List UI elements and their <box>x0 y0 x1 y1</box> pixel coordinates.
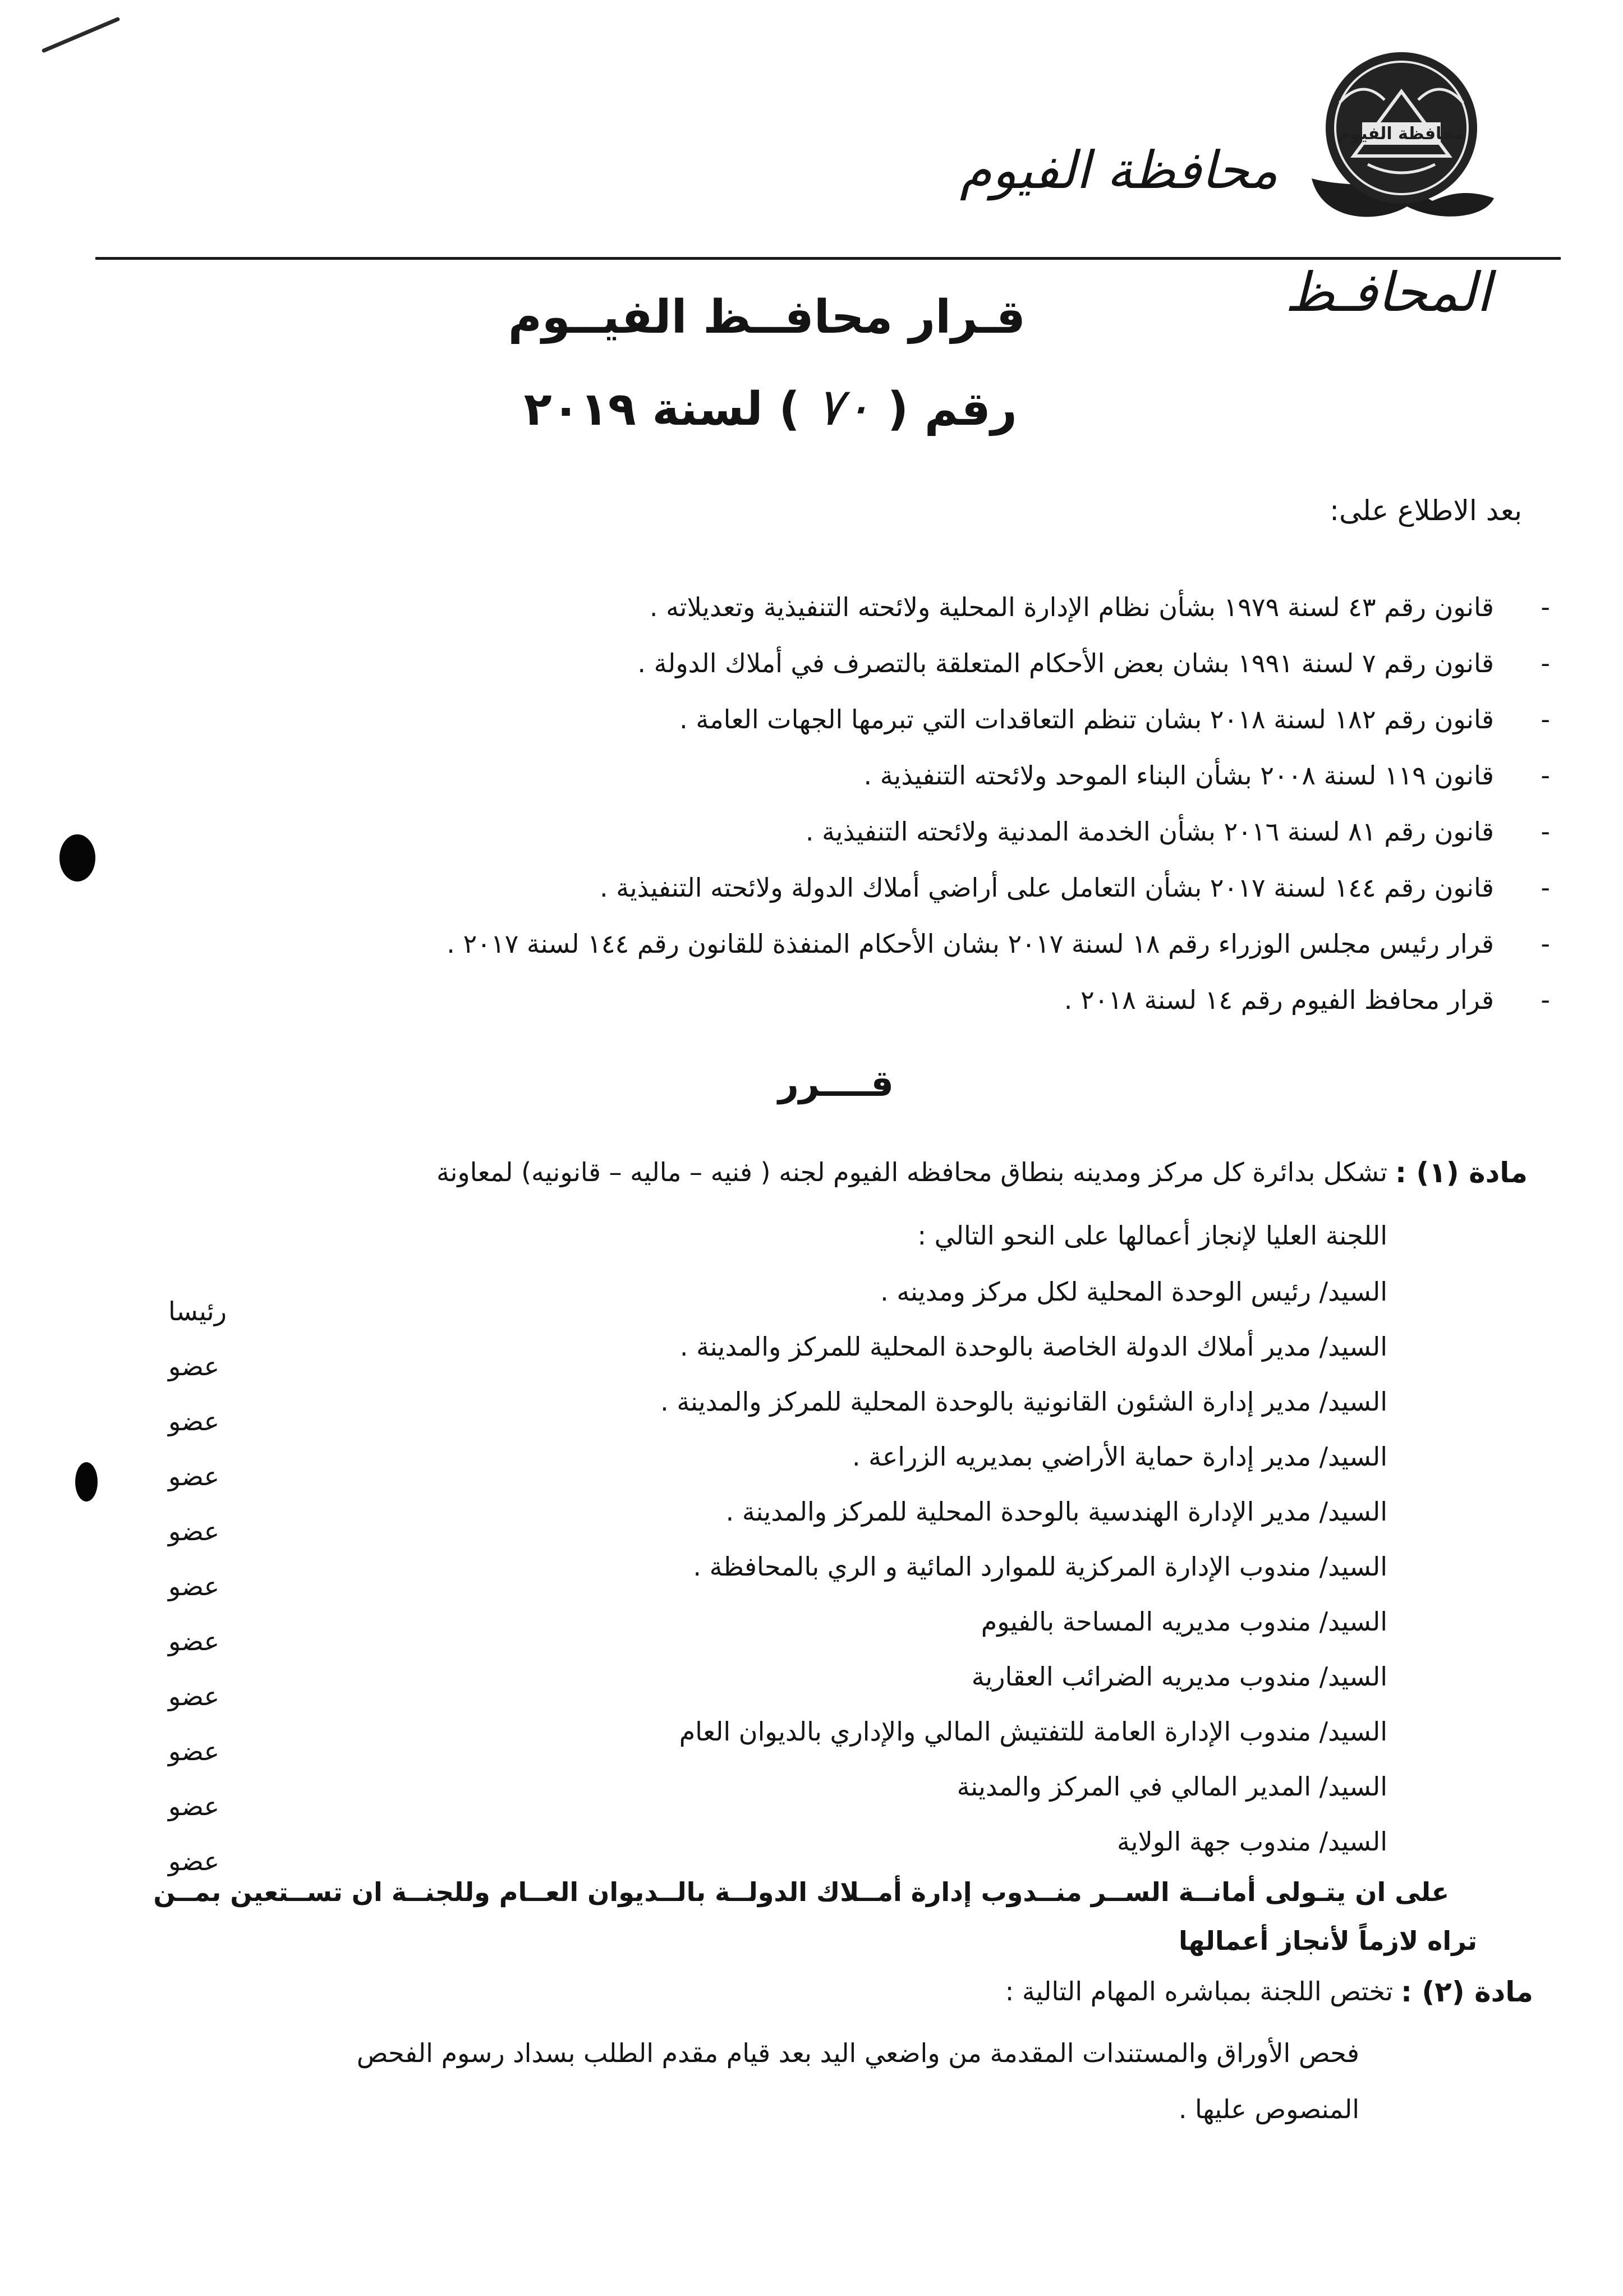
member-name: السيد/ مندوب مديريه المساحة بالفيوم <box>981 1606 1387 1637</box>
seal-text: محافظة الفيوم <box>1338 124 1465 144</box>
punch-hole <box>59 834 95 881</box>
member-name: السيد/ مندوب الإدارة العامة للتفتيش المالي والإداري بالديوان العام <box>679 1716 1387 1747</box>
member-name: السيد/ مدير أملاك الدولة الخاصة بالوحدة المحلية للمركز والمدينة . <box>679 1331 1387 1362</box>
member-role: عضو <box>168 1461 220 1491</box>
decided-heading: قــــرر <box>778 1063 894 1105</box>
article-1-note-line-2: تراه لازماً لأنجاز أعمالها <box>1179 1926 1477 1956</box>
member-role: عضو <box>168 1736 220 1766</box>
member-role: عضو <box>168 1516 220 1546</box>
decree-title: قـرار محافــظ الفيــوم <box>508 291 1026 344</box>
list-bullet: - <box>1541 816 1550 847</box>
article-2-task-line-1: فحص الأوراق والمستندات المقدمة من واضعي اليد بعد قيام مقدم الطلب بسداد رسوم الفحص <box>356 2038 1359 2068</box>
governor-heading: المحافـظ <box>1285 261 1491 324</box>
list-bullet: - <box>1541 873 1550 903</box>
member-name: السيد/ مندوب الإدارة المركزية للموارد المائية و الري بالمحافظة . <box>693 1551 1387 1582</box>
list-bullet: - <box>1541 592 1550 622</box>
reference-item: قانون رقم ٨١ لسنة ٢٠١٦ بشأن الخدمة المدنية ولائحته التنفيذية . <box>805 816 1494 847</box>
member-name: السيد/ رئيس الوحدة المحلية لكل مركز ومدينه . <box>880 1276 1387 1307</box>
member-role: عضو <box>168 1351 220 1381</box>
article-1-note-line-1: على ان يتـولى أمانــة الســر منــدوب إدارة أمــلاك الدولــة بالــديوان العــام وللجنــة ان تســتعين بمــن <box>153 1877 1449 1907</box>
header-divider <box>95 257 1561 260</box>
decree-number: ٧٠ <box>816 377 872 437</box>
article-2-label: مادة (٢) : <box>1401 1976 1533 2008</box>
governorate-seal-logo <box>1300 38 1502 240</box>
article-1-line-2: اللجنة العليا لإنجاز أعمالها على النحو التالي : <box>917 1220 1387 1251</box>
punch-hole <box>75 1462 98 1501</box>
list-bullet: - <box>1541 985 1550 1015</box>
article-2-intro: تختص اللجنة بمباشره المهام التالية : <box>1005 1976 1393 2006</box>
member-role: عضو <box>168 1406 220 1436</box>
list-bullet: - <box>1541 929 1550 959</box>
member-name: السيد/ مدير إدارة الشئون القانونية بالوحدة المحلية للمركز والمدينة . <box>660 1386 1387 1417</box>
article-1-label: مادة (١) : <box>1395 1156 1528 1189</box>
member-role: رئيسا <box>168 1296 227 1326</box>
decree-year: ) لسنة ٢٠١٩ <box>523 383 800 436</box>
member-role: عضو <box>168 1571 220 1601</box>
member-role: عضو <box>168 1846 220 1876</box>
list-bullet: - <box>1541 648 1550 678</box>
member-role: عضو <box>168 1626 220 1656</box>
reference-item: قانون رقم ١٨٢ لسنة ٢٠١٨ بشان تنظم التعاقدات التي تبرمها الجهات العامة . <box>679 704 1494 734</box>
reference-item: قانون ١١٩ لسنة ٢٠٠٨ بشأن البناء الموحد ولائحته التنفيذية . <box>863 760 1494 791</box>
decree-number-prefix: رقم ( <box>887 383 1017 436</box>
list-bullet: - <box>1541 760 1550 791</box>
member-name: السيد/ المدير المالي في المركز والمدينة <box>957 1771 1387 1802</box>
list-bullet: - <box>1541 704 1550 734</box>
member-name: السيد/ مندوب مديريه الضرائب العقارية <box>971 1661 1387 1692</box>
article-2-task-line-2: المنصوص عليها . <box>1178 2094 1359 2124</box>
reference-item: قرار محافظ الفيوم رقم ١٤ لسنة ٢٠١٨ . <box>1064 985 1494 1015</box>
member-role: عضو <box>168 1681 220 1711</box>
governorate-name: محافظة الفيوم <box>959 140 1278 200</box>
preamble: بعد الاطلاع على: <box>1330 494 1522 527</box>
article-1-line-1: تشكل بدائرة كل مركز ومدينه بنطاق محافظه الفيوم لجنه ( فنيه – ماليه – قانونيه) لمعاونة <box>436 1157 1387 1187</box>
member-role: عضو <box>168 1791 220 1821</box>
reference-item: قانون رقم ٤٣ لسنة ١٩٧٩ بشأن نظام الإدارة المحلية ولائحته التنفيذية وتعديلاته . <box>649 592 1494 622</box>
member-name: السيد/ مندوب جهة الولاية <box>1117 1826 1387 1857</box>
reference-item: قرار رئيس مجلس الوزراء رقم ١٨ لسنة ٢٠١٧ بشان الأحكام المنفذة للقانون رقم ١٤٤ لسنة ٢٠١٧ . <box>447 929 1494 959</box>
reference-item: قانون رقم ١٤٤ لسنة ٢٠١٧ بشأن التعامل على أراضي أملاك الدولة ولائحته التنفيذية . <box>599 873 1494 903</box>
pen-stroke-mark <box>42 17 121 53</box>
decree-number-line <box>524 377 1017 437</box>
member-name: السيد/ مدير إدارة حماية الأراضي بمديريه الزراعة . <box>852 1441 1387 1472</box>
member-name: السيد/ مدير الإدارة الهندسية بالوحدة المحلية للمركز والمدينة . <box>725 1496 1387 1527</box>
reference-item: قانون رقم ٧ لسنة ١٩٩١ بشان بعض الأحكام المتعلقة بالتصرف في أملاك الدولة . <box>637 648 1494 678</box>
